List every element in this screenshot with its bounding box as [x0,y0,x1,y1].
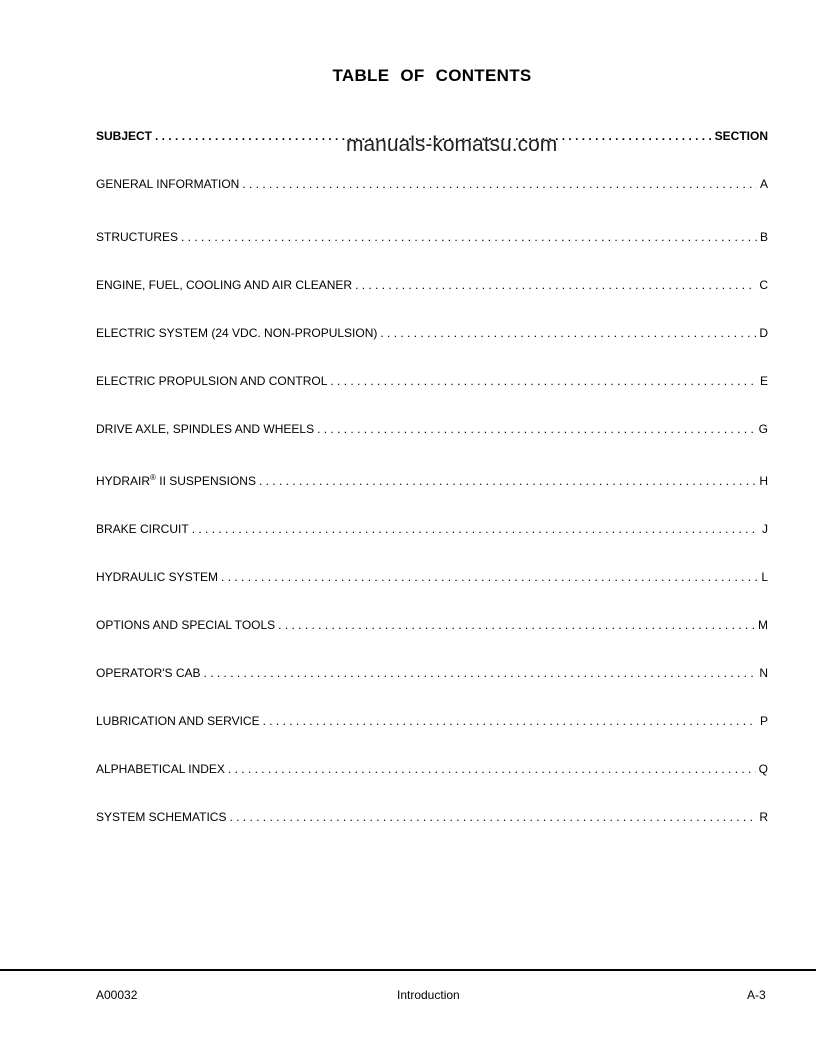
toc-entry-section: D [759,326,768,340]
toc-entry[interactable] [96,762,768,776]
toc-entry[interactable] [96,714,768,728]
watermark: manuals-komatsu.com [346,133,558,156]
toc-entry-subject: OPERATOR'S CAB [96,666,201,680]
toc-entry-section: B [759,230,768,244]
toc-entry-subject: ENGINE, FUEL, COOLING AND AIR CLEANER [96,278,353,292]
toc-entry-section: A [759,177,768,191]
toc-entry-section: E [759,374,768,388]
leader-dots [242,177,757,191]
toc-entry[interactable] [96,474,768,488]
toc-entry-section: P [759,714,768,728]
leader-dots [181,230,757,244]
leader-dots [221,570,758,584]
toc-entry[interactable] [96,570,768,584]
subject-prefix: HYDRAIR [96,474,151,488]
leader-dots [229,810,756,824]
toc-entry-subject: ELECTRIC SYSTEM (24 VDC. NON-PROPULSION) [96,326,378,340]
footer-divider [0,969,816,971]
toc-entry-section: H [759,474,768,488]
footer-chapter-name: Introduction [397,988,460,1002]
toc-entry-subject: HYDRAULIC SYSTEM [96,570,219,584]
toc-entry[interactable] [96,422,768,436]
toc-entry-section: R [759,810,768,824]
leader-dots [278,618,755,632]
toc-entry-subject: ALPHABETICAL INDEX [96,762,225,776]
toc-entry[interactable] [96,326,768,340]
leader-dots [317,422,756,436]
leader-dots [330,374,757,388]
toc-entry[interactable] [96,374,768,388]
leader-dots [192,522,759,536]
toc-entry[interactable] [96,177,768,191]
page-title: TABLE OF CONTENTS [332,66,532,85]
leader-dots [263,714,757,728]
toc-entry-section: C [759,278,768,292]
toc-entry[interactable] [96,666,768,680]
leader-dots [228,762,756,776]
leader-dots [380,326,756,340]
toc-entry-subject: DRIVE AXLE, SPINDLES AND WHEELS [96,422,315,436]
toc-entry-subject [96,474,259,488]
leader-dots [355,278,756,292]
toc-entry-subject: SYSTEM SCHEMATICS [96,810,227,824]
toc-entry-subject: ELECTRIC PROPULSION AND CONTROL [96,374,328,388]
toc-entry-section: L [761,570,768,584]
toc-entry-subject: GENERAL INFORMATION [96,177,240,191]
toc-entry-section: J [762,522,768,536]
toc-entry-subject: BRAKE CIRCUIT [96,522,189,536]
toc-entry[interactable] [96,230,768,244]
toc-entry-section: Q [758,762,768,776]
leader-dots [259,474,756,488]
leader-dots [204,666,757,680]
section-column-header: SECTION [714,129,768,143]
toc-entry-subject: OPTIONS AND SPECIAL TOOLS [96,618,276,632]
toc-entry-subject: LUBRICATION AND SERVICE [96,714,260,728]
footer-page-number: A-3 [747,988,766,1002]
subject-column-header: SUBJECT [96,129,153,143]
toc-entry[interactable] [96,522,768,536]
toc-entry[interactable] [96,278,768,292]
footer-document-number: A00032 [96,988,138,1002]
toc-entry-section: N [759,666,768,680]
toc-entry-section: G [758,422,768,436]
toc-entry[interactable] [96,810,768,824]
toc-entry[interactable] [96,618,768,632]
toc-entry-subject: STRUCTURES [96,230,179,244]
toc-entry-section: M [758,618,768,632]
registered-mark: ® [150,473,156,482]
subject-suffix: II SUSPENSIONS [155,474,256,488]
